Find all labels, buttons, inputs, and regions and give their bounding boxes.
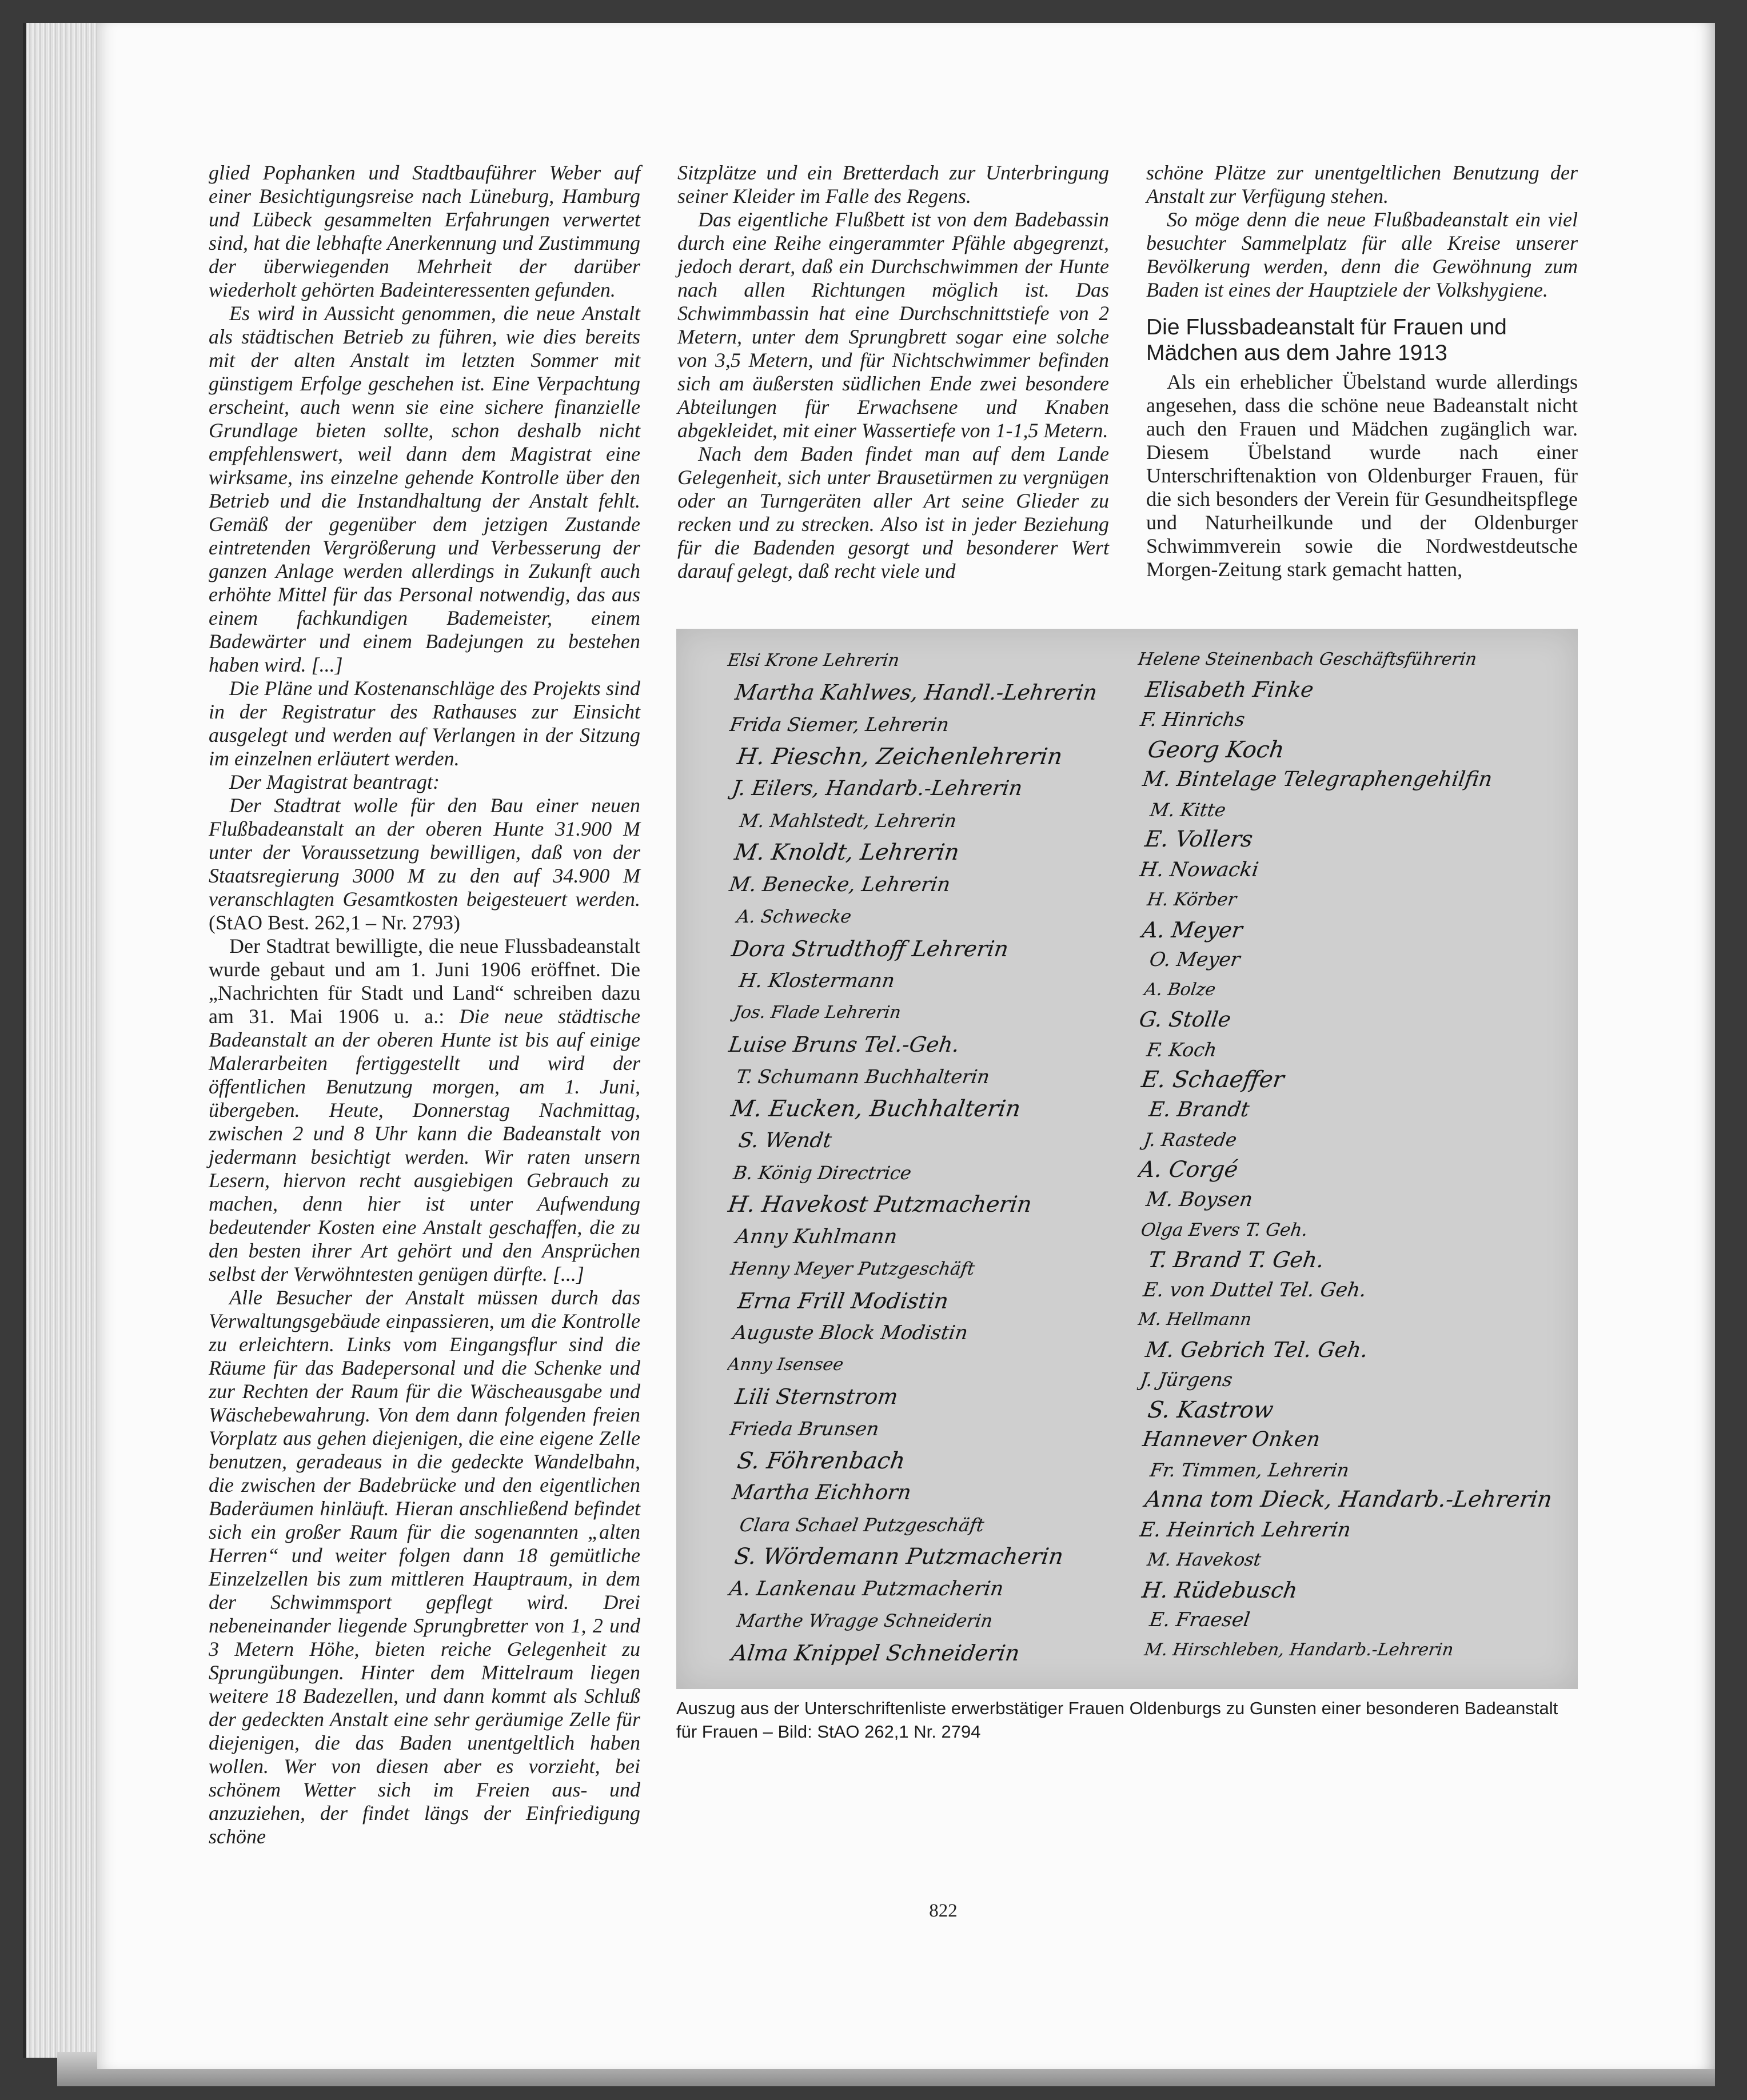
signature-entry: E. Heinrich Lehrerin bbox=[1138, 1518, 1353, 1542]
paragraph-text: Sitzplätze und ein Bretterdach zur Unterbringung seiner Kleider im Falle des Regens. bbox=[677, 161, 1109, 207]
signature-entry: M. Hirschleben, Handarb.-Lehrerin bbox=[1143, 1639, 1455, 1660]
paragraph bbox=[1146, 208, 1578, 302]
paragraph-text: Es wird in Aussicht genommen, die neue Anstalt als städtischen Betrieb zu führen, wie dies bereits mit der alten Anstalt im letzten Sommer mit günstigem Erfolge geschehen ist. Eine Verpachtung erscheint, auch wenn sie eine sichere finanzielle Grundlage bieten sollte, schon deshalb nicht empfehlenswert, weil dann dem Magistrat eine wirksame, ins einzelne gehende Kontrolle über den Betrieb und die Instandhaltung der Anstalt fehlt. Gemäß der gegenüber dem jetzigen Zustande eintretenden Vergrößerung und Verbesserung der ganzen Anlage werden allerdings in Zukunft auch erhöhte Mittel für das Personal notwendig, das aus einem fachkundigen Bademeister, einem Badewärter und einem Badejungen zu bestehen haben wird. [...] bbox=[209, 302, 640, 676]
signature-entry: Clara Schael Putzgeschäft bbox=[738, 1514, 986, 1536]
signature-entry: Marthe Wragge Schneiderin bbox=[735, 1611, 994, 1631]
signature-entry: H. Rüdebusch bbox=[1140, 1577, 1299, 1603]
paragraph-text: glied Pophanken und Stadtbauführer Weber auf einer Besichtigungsreise nach Lüneburg, Hamburg und Lübeck gesammelten Erfahrungen verwertet sind, hat die lebhafte Anerkennung und Zustimmung der überwiegenden Mehrheit der darüber wiederholt gehörten Badeinteressenten gefunden. bbox=[209, 161, 640, 301]
signature-entry: J. Eilers, Handarb.-Lehrerin bbox=[731, 777, 1024, 800]
signature-entry: S. Wendt bbox=[737, 1129, 833, 1152]
paragraph-text: Die Pläne und Kostenanschläge des Projekts sind in der Registratur des Rathauses zur Einsicht ausgelegt und werden auf Verlangen in der Sitzung im einzelnen erläutert werden. bbox=[209, 677, 640, 770]
signature-entry: Frida Siemer, Lehrerin bbox=[728, 713, 951, 736]
signature-entry: Hannever Onken bbox=[1141, 1428, 1322, 1451]
signature-entry: E. Schaeffer bbox=[1139, 1067, 1286, 1093]
signature-entry: A. Corgé bbox=[1136, 1156, 1240, 1183]
signature-entry: F. Hinrichs bbox=[1139, 708, 1247, 730]
paragraph bbox=[677, 442, 1109, 583]
paragraph-text: Der Magistrat beantragt: bbox=[229, 770, 440, 793]
signature-entry: F. Koch bbox=[1145, 1038, 1218, 1061]
signature-entry: A. Meyer bbox=[1140, 917, 1245, 943]
column3-paragraphs bbox=[1146, 161, 1578, 302]
signature-column-right bbox=[1138, 645, 1561, 1665]
signature-entry: S. Föhrenbach bbox=[735, 1448, 907, 1474]
signature-entry: M. Boysen bbox=[1144, 1188, 1254, 1211]
paragraph bbox=[209, 1286, 640, 1849]
signature-entry: H. Pieschn, Zeichenlehrerin bbox=[735, 744, 1064, 770]
signature-entry: A. Schwecke bbox=[735, 907, 853, 927]
signature-entry: T. Schumann Buchhalterin bbox=[735, 1065, 991, 1088]
signature-column-left bbox=[728, 645, 1128, 1669]
quoted-text: Die neue städtische Badeanstalt an der oberen Hunte ist bis auf einige Malerarbeiten fertiggestellt und wird der öffentlichen Benutzung morgen, am 1. Juni, übergeben. Heute, Donnerstag Nachmittag, zwischen 2 und 8 Uhr kann die Badeanstalt von jedermann besichtigt werden. Wir raten unsern Lesern, hiervon recht ausgiebigen Gebrauch zu machen, denn hier ist unter Aufwendung bedeutender Kosten eine Anstalt geschaffen, die zu den besten ihrer Art gehört und den Ansprüchen selbst der Verwöhntesten genügen dürfte. [...] bbox=[209, 1005, 640, 1285]
signature-entry: Alma Knippel Schneiderin bbox=[729, 1640, 1022, 1666]
signature-entry: M. Kitte bbox=[1148, 799, 1227, 821]
signature-entry: M. Havekost bbox=[1146, 1550, 1263, 1570]
signature-entry: H. Nowacki bbox=[1138, 858, 1261, 881]
section-heading: Die Flussbadeanstalt für Frauen und Mädchen aus dem Jahre 1913 bbox=[1146, 315, 1507, 365]
signature-entry: Auguste Block Modistin bbox=[731, 1322, 970, 1344]
source-reference: (StAO Best. 262,1 – Nr. 2793) bbox=[209, 911, 460, 934]
signature-entry: Anna tom Dieck, Handarb.-Lehrerin bbox=[1143, 1487, 1554, 1512]
signature-entry: Fr. Timmen, Lehrerin bbox=[1148, 1459, 1351, 1481]
text-column-1 bbox=[209, 161, 640, 1849]
signature-entry: A. Lankenau Putzmacherin bbox=[728, 1578, 1005, 1600]
book-page-edges bbox=[23, 23, 101, 2058]
text-column-3 bbox=[1146, 161, 1578, 581]
signature-entry: B. König Directrice bbox=[732, 1162, 913, 1184]
paragraph-text: Nach dem Baden findet man auf dem Lande Gelegenheit, sich unter Brausetürmen zu vergnügen oder an Turngeräten aller Art seine Glieder zu recken und zu strecken. Also ist in jeder Beziehung für die Badenden gesorgt und besonderer Wert darauf gelegt, daß recht viele und bbox=[677, 442, 1109, 582]
signature-entry: M. Gebrich Tel. Geh. bbox=[1144, 1337, 1370, 1362]
signature-entry: M. Mahlstedt, Lehrerin bbox=[738, 810, 958, 832]
text-column-2 bbox=[677, 161, 1109, 583]
paragraph-text: Der Stadtrat bewilligte, die neue Flussbadeanstalt wurde gebaut und am 1. Juni 1906 eröffnet. Die „Nachrichten für Stadt und Land“ schreiben dazu am 31. Mai 1906 u. a.: bbox=[209, 935, 640, 1028]
signature-entry: J. Rastede bbox=[1142, 1129, 1238, 1151]
paragraph-text: Alle Besucher der Anstalt müssen durch das Verwaltungsgebäude einpassieren, um die Kontrolle zu erleichtern. Links vom Eingangsflur sind die Räume für das Badepersonal und die Schenke und zur Rechten der Raum für die Wäscheausgabe und Wäschebewahrung. Von dem dann folgenden freien Vorplatz aus gehen diejenigen, die eine eigene Zelle benutzen, geradeaus in die gedeckte Wandelbahn, die zwischen der Badebrücke und den eigentlichen Baderäumen hinläuft. Hieran anschließend befindet sich ein großer Raum für die sogenannten „alten Herren“ und weiter folgen dann 18 gemütliche Einzelzellen bis zum mittleren Hauptraum, in dem der Schwimmsport gepflegt wird. Drei nebeneinander liegende Sprungbretter von 1, 2 und 3 Metern Höhe, bieten reiche Gelegenheit zu Sprungübungen. Hinter dem Mittelraum liegen weitere 18 Badezellen, und dann kommt als Schluß der gedeckten Anstalt eine sehr geräumige Zelle für diejenigen, die das Baden unentgeltlich haben wollen. Wer von diesen aber es vorzieht, bei schönem Wetter sich im Freien aus- und anzuziehen, der findet längs der Einfriedigung schöne bbox=[209, 1286, 640, 1848]
signature-entry: Martha Kahlwes, Handl.-Lehrerin bbox=[733, 680, 1099, 705]
signature-entry: Helene Steinenbach Geschäftsführerin bbox=[1136, 649, 1478, 669]
figure-caption: Auszug aus der Unterschriftenliste erwerbstätiger Frauen Oldenburgs zu Gunsten einer besonderen Badeanstalt für Frauen – Bild: StAO 262,1 Nr. 2794 bbox=[676, 1698, 1558, 1742]
signature-entry: Frieda Brunsen bbox=[728, 1418, 881, 1440]
signature-entry: M. Knoldt, Lehrerin bbox=[732, 840, 961, 865]
paragraph bbox=[209, 794, 640, 935]
signature-entry: S. Kastrow bbox=[1146, 1396, 1275, 1423]
paragraph bbox=[677, 208, 1109, 442]
signature-entry: Luise Bruns Tel.-Geh. bbox=[727, 1032, 962, 1057]
signature-entry: Dora Strudthoff Lehrerin bbox=[729, 936, 1010, 961]
signature-entry: Olga Evers T. Geh. bbox=[1139, 1219, 1309, 1240]
signature-entry: T. Brand T. Geh. bbox=[1146, 1247, 1326, 1272]
signature-entry: O. Meyer bbox=[1148, 948, 1242, 971]
page-number: 822 bbox=[929, 1901, 958, 1921]
paragraph bbox=[209, 161, 640, 302]
paragraph bbox=[1146, 161, 1578, 208]
signature-entry: Henny Meyer Putzgeschäft bbox=[729, 1259, 976, 1279]
signature-entry: Jos. Flade Lehrerin bbox=[732, 1003, 903, 1023]
signature-entry: Elsi Krone Lehrerin bbox=[726, 650, 901, 670]
signature-list-figure bbox=[676, 629, 1578, 1689]
signature-entry: H. Havekost Putzmacherin bbox=[726, 1192, 1034, 1217]
paragraph-text: Das eigentliche Flußbett ist von dem Badebassin durch eine Reihe eingerammter Pfähle abgegrenzt, jedoch derart, daß ein Durchschwimmen der Hunte nach allen Richtungen möglich ist. Das Schwimmbassin hat eine Durchschnittstiefe von 2 Metern, unter dem Sprungbrett sogar eine solche von 3,5 Metern, und für Nichtschwimmer befinden sich am äußersten südlichen Ende zwei besondere Abteilungen für Erwachsene und Knaben abgekleidet, mit einer Wassertiefe von 1-1,5 Metern. bbox=[677, 208, 1109, 442]
paragraph-text: So möge denn die neue Flußbadeanstalt ein viel besuchter Sammelplatz für alle Kreise unserer Bevölkerung werden, denn die Gewöhnung zum Baden ist eines der Hauptziele der Volkshygiene. bbox=[1146, 208, 1578, 301]
paragraph bbox=[209, 770, 640, 794]
signature-entry: Elisabeth Finke bbox=[1144, 677, 1315, 702]
signature-entry: S. Wördemann Putzmacherin bbox=[732, 1544, 1065, 1570]
signature-entry: M. Eucken, Buchhalterin bbox=[729, 1096, 1023, 1122]
signature-entry: M. Benecke, Lehrerin bbox=[728, 873, 952, 896]
paragraph-text: Der Stadtrat wolle für den Bau einer neuen Flußbadeanstalt an der oberen Hunte 31.900 M unter der Voraussetzung bewilligen, daß von der Staatsregierung 3000 M zu den auf 34.900 M veranschlagten Gesamtkosten beigesteuert werden. bbox=[209, 794, 640, 911]
section-paragraph: Als ein erheblicher Übelstand wurde allerdings angesehen, dass die schöne neue Badeanstalt nicht auch den Frauen und Mädchen zugänglich war. Diesem Übelstand wurde nach einer Unterschriftenaktion von Oldenburger Frauen, für die sich besonders der Verein für Gesundheitspflege und Naturheilkunde und der Oldenburger Schwimmverein sowie die Nordwestdeutsche Morgen-Zeitung stark gemacht hatten, bbox=[1146, 370, 1578, 581]
signature-entry: M. Hellmann bbox=[1136, 1309, 1253, 1330]
signature-entry: H. Klostermann bbox=[737, 969, 896, 992]
signature-entry: Lili Sternstrom bbox=[733, 1384, 900, 1409]
signature-entry: E. Brandt bbox=[1147, 1097, 1251, 1121]
signature-entry: A. Bolze bbox=[1143, 979, 1217, 1000]
signature-entry: E. von Duttel Tel. Geh. bbox=[1142, 1278, 1368, 1301]
signature-entry: J. Jürgens bbox=[1139, 1368, 1234, 1391]
paragraph bbox=[677, 161, 1109, 208]
signature-entry: Anny Isensee bbox=[726, 1355, 845, 1375]
paragraph bbox=[209, 302, 640, 677]
signature-entry: Anny Kuhlmann bbox=[734, 1225, 899, 1248]
signature-entry: G. Stolle bbox=[1138, 1007, 1233, 1032]
signature-entry: E. Vollers bbox=[1143, 827, 1255, 852]
paragraph bbox=[209, 677, 640, 770]
signature-entry: Erna Frill Modistin bbox=[736, 1288, 950, 1314]
paragraph-text: schöne Plätze zur unentgeltlichen Benutzung der Anstalt zur Verfügung stehen. bbox=[1146, 161, 1578, 207]
paragraph bbox=[209, 935, 640, 1286]
signature-entry: Georg Koch bbox=[1146, 736, 1286, 763]
signature-entry: M. Bintelage Telegraphengehilfin bbox=[1141, 768, 1494, 791]
signature-entry: E. Fraesel bbox=[1148, 1608, 1251, 1631]
signature-entry: Martha Eichhorn bbox=[731, 1481, 913, 1504]
signature-entry: H. Körber bbox=[1146, 889, 1238, 910]
